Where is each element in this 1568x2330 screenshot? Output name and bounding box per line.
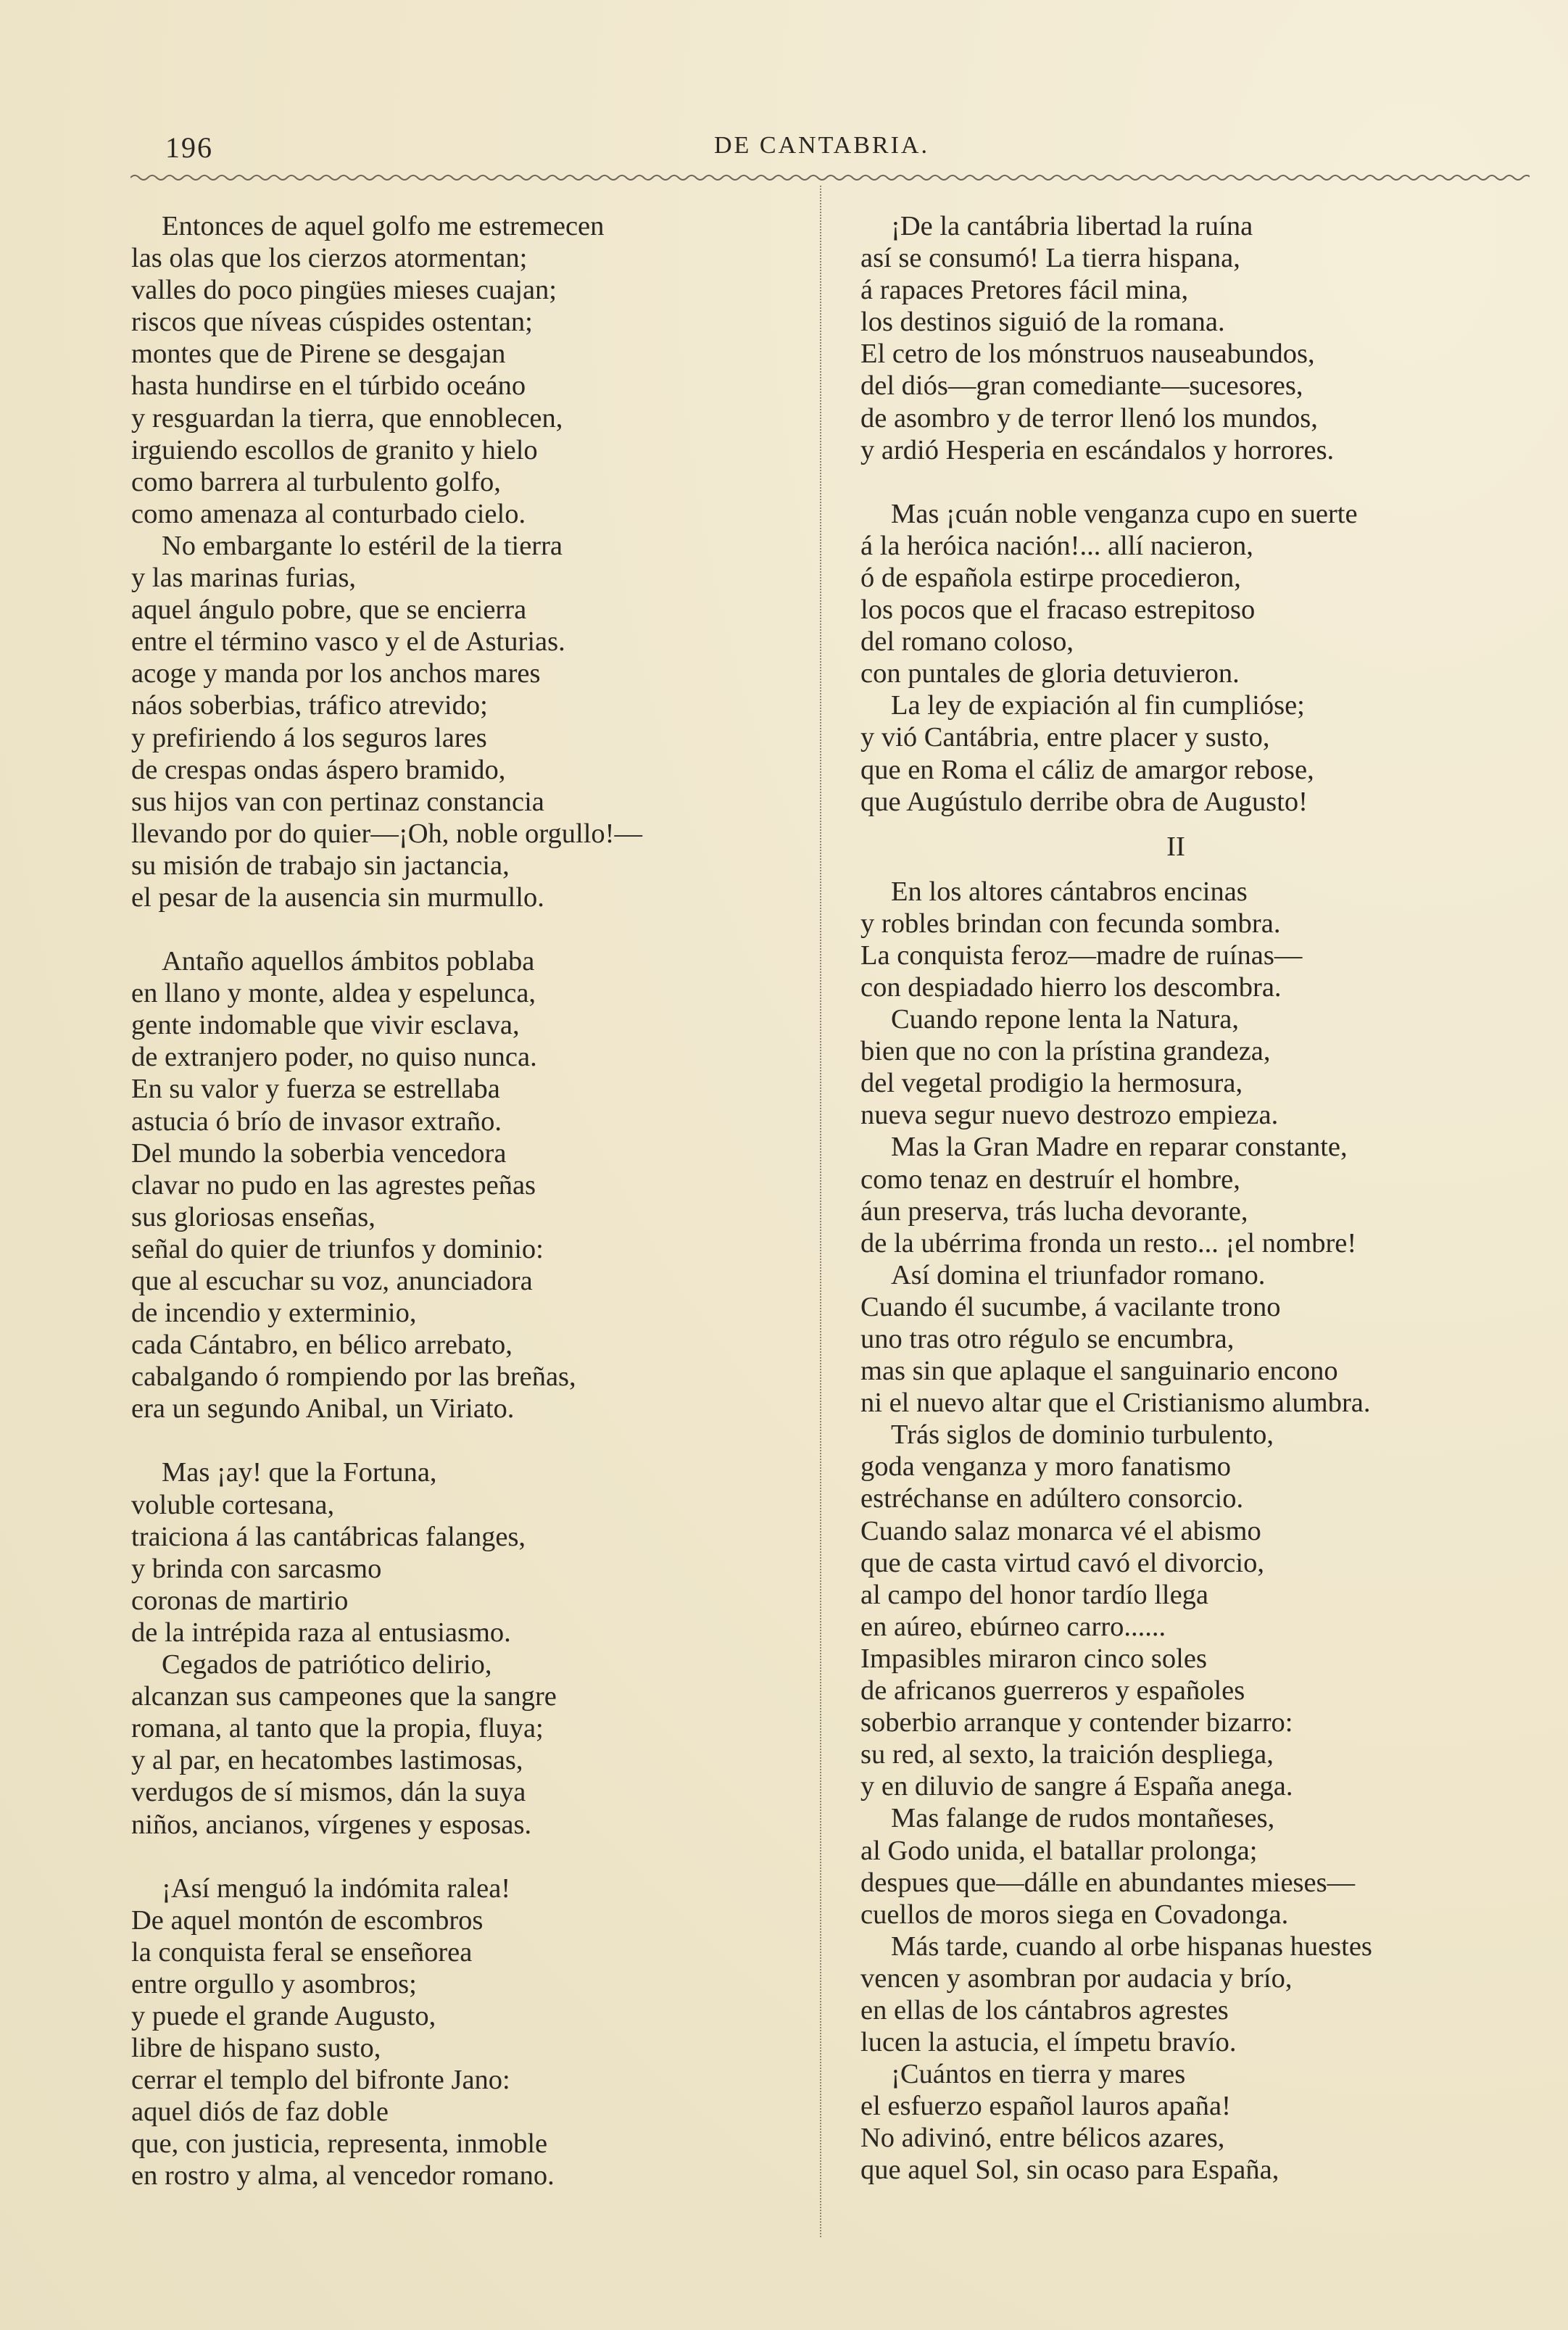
verse-line: el pesar de la ausencia sin murmullo. <box>131 882 544 913</box>
verse-line: que, con justicia, representa, inmoble <box>131 2128 548 2160</box>
verse-line: del diós—gran comediante—sucesores, <box>860 370 1303 402</box>
verse-line: cuellos de moros siega en Covadonga. <box>860 1899 1289 1930</box>
verse-line: de crespas ondas áspero bramido, <box>131 754 506 785</box>
verse-line: de la intrépida raza al entusiasmo. <box>131 1617 511 1648</box>
verse-line: cerrar el templo del bifronte Jano: <box>131 2065 510 2096</box>
stanza <box>860 210 1535 466</box>
verse-line: ¡Cuántos en tierra y mares <box>891 2059 1186 2090</box>
verse-line: que en Roma el cáliz de amargor rebose, <box>860 754 1314 785</box>
verse-line: y robles brindan con fecunda sombra. <box>860 908 1281 939</box>
verse-line: Mas la Gran Madre en reparar constante, <box>891 1132 1348 1163</box>
verse-line: de asombro y de terror llenó los mundos, <box>860 402 1318 434</box>
verse-line: á rapaces Pretores fácil mina, <box>860 275 1189 306</box>
verse-line: Mas falange de rudos montañeses, <box>891 1803 1275 1834</box>
verse-line: entre el término vasco y el de Asturias. <box>131 626 565 658</box>
verse-line: lucen la astucia, el ímpetu bravío. <box>860 2027 1237 2058</box>
verse-line: clavar no pudo en las agrestes peñas <box>131 1169 536 1201</box>
verse-line: las olas que los cierzos atormentan; <box>131 243 528 274</box>
verse-line: y brinda con sarcasmo <box>131 1553 382 1584</box>
verse-line: en llano y monte, aldea y espelunca, <box>131 978 536 1009</box>
decorative-wavy-rule <box>130 171 1530 184</box>
verse-line: Cegados de patriótico delirio, <box>162 1649 492 1680</box>
verse-line: á la heróica nación!... allí nacieron, <box>860 530 1253 561</box>
verse-line: cada Cántabro, en bélico arrebato, <box>131 1330 513 1361</box>
verse-line: los destinos siguió de la romana. <box>860 307 1225 338</box>
verse-line: en aúreo, ebúrneo carro...... <box>860 1611 1166 1642</box>
stanza <box>131 945 813 1425</box>
page-number: 196 <box>165 131 213 164</box>
verse-line: coronas de martirio <box>131 1585 349 1616</box>
verse-line: La conquista feroz—madre de ruínas— <box>860 940 1303 971</box>
verse-line: del vegetal prodigio la hermosura, <box>860 1068 1243 1099</box>
right-column <box>860 210 1535 2186</box>
verse-line: mas sin que aplaque el sanguinario encono <box>860 1356 1338 1387</box>
stanza <box>131 1456 813 1840</box>
verse-line: gente indomable que vivir esclava, <box>131 1010 520 1041</box>
verse-line: hasta hundirse en el túrbido oceáno <box>131 370 526 402</box>
verse-line: Trás siglos de dominio turbulento, <box>891 1419 1274 1451</box>
verse-line: estréchanse en adúltero consorcio. <box>860 1483 1244 1514</box>
verse-line: el esfuerzo español lauros apaña! <box>860 2091 1231 2122</box>
verse-line: en rostro y alma, al vencedor romano. <box>131 2160 555 2192</box>
verse-line: náos soberbias, tráfico atrevido; <box>131 690 488 721</box>
verse-line: su red, al sexto, la traición despliega, <box>860 1739 1274 1770</box>
left-column <box>131 210 813 2192</box>
verse-line: y puede el grande Augusto, <box>131 2000 436 2031</box>
verse-line: la conquista feral se enseñorea <box>131 1936 473 1968</box>
verse-line: astucia ó brío de invasor extraño. <box>131 1106 502 1137</box>
verse-line: romana, al tanto que la propia, fluya; <box>131 1713 544 1744</box>
verse-line: cabalgando ó rompiendo por las breñas, <box>131 1361 576 1393</box>
verse-line: Del mundo la soberbia vencedora <box>131 1137 507 1169</box>
verse-line: uno tras otro régulo se encumbra, <box>860 1324 1235 1354</box>
verse-line: y en diluvio de sangre á España anega. <box>860 1771 1293 1802</box>
verse-line: nueva segur nuevo destrozo empieza. <box>860 1100 1279 1131</box>
verse-line: áun preserva, trás lucha devorante, <box>860 1195 1248 1227</box>
verse-line: que al escuchar su voz, anunciadora <box>131 1266 533 1296</box>
verse-line: No adivinó, entre bélicos azares, <box>860 2123 1225 2154</box>
verse-line: goda venganza y moro fanatismo <box>860 1451 1232 1483</box>
verse-line: y ardió Hesperia en escándalos y horrores. <box>860 434 1335 465</box>
verse-line: En los altores cántabros encinas <box>891 876 1248 907</box>
verse-line: y las marinas furias, <box>131 563 357 594</box>
verse-line: soberbio arranque y contender bizarro: <box>860 1707 1293 1738</box>
verse-line: entre orgullo y asombros; <box>131 1968 417 1999</box>
verse-line: alcanzan sus campeones que la sangre <box>131 1681 557 1712</box>
verse-line: su misión de trabajo sin jactancia, <box>131 850 510 881</box>
verse-line: despues que—dálle en abundantes mieses— <box>860 1867 1356 1898</box>
verse-line: y vió Cantábria, entre placer y susto, <box>860 722 1270 753</box>
verse-line: ni el nuevo altar que el Cristianismo alumbra. <box>860 1388 1371 1419</box>
verse-line: al campo del honor tardío llega <box>860 1579 1209 1610</box>
verse-line: como amenaza al conturbado cielo. <box>131 498 526 529</box>
verse-line: traiciona á las cantábricas falanges, <box>131 1521 526 1552</box>
verse-line: sus hijos van con pertinaz constancia <box>131 786 544 817</box>
stanza <box>860 498 1535 818</box>
verse-line: ¡De la cantábria libertad la ruína <box>891 211 1253 241</box>
verse-line: aquel diós de faz doble <box>131 2097 389 2128</box>
stanza <box>131 1873 813 2192</box>
verse-line: montes que de Pirene se desgajan <box>131 339 506 370</box>
verse-line: como tenaz en destruír el hombre, <box>860 1164 1240 1195</box>
verse-line: Cuando repone lenta la Natura, <box>891 1004 1239 1035</box>
verse-line: como barrera al turbulento golfo, <box>131 466 501 497</box>
verse-line: al Godo unida, el batallar prolonga; <box>860 1835 1258 1866</box>
verse-line: sus gloriosas enseñas, <box>131 1201 376 1232</box>
verse-line: que aquel Sol, sin ocaso para España, <box>860 2155 1279 2186</box>
verse-line: así se consumó! La tierra hispana, <box>860 243 1240 274</box>
verse-line: El cetro de los mónstruos nauseabundos, <box>860 339 1315 370</box>
stanza-break <box>860 466 1535 498</box>
verse-line: riscos que níveas cúspides ostentan; <box>131 307 533 338</box>
verse-line: No embargante lo estéril de la tierra <box>162 530 563 561</box>
verse-line: Antaño aquellos ámbitos poblaba <box>162 946 535 977</box>
verse-line: valles do poco pingües mieses cuajan; <box>131 275 557 306</box>
stanza-break <box>131 1425 813 1456</box>
verse-line: acoge y manda por los anchos mares <box>131 658 541 689</box>
verse-line: de la ubérrima fronda un resto... ¡el nombre! <box>860 1227 1357 1259</box>
verse-line: bien que no con la prístina grandeza, <box>860 1036 1271 1067</box>
verse-line: en ellas de los cántabros agrestes <box>860 1994 1229 2026</box>
verse-line: Entonces de aquel golfo me estremecen <box>162 211 605 241</box>
verse-line: Cuando salaz monarca vé el abismo <box>860 1515 1261 1546</box>
verse-line: niños, ancianos, vírgenes y esposas. <box>131 1809 532 1840</box>
verse-line: verdugos de sí mismos, dán la suya <box>131 1777 526 1808</box>
verse-line: Así domina el triunfador romano. <box>891 1259 1266 1290</box>
running-head: DE CANTABRIA. <box>714 132 929 159</box>
verse-line: los pocos que el fracaso estrepitoso <box>860 594 1256 626</box>
verse-line: con despiadado hierro los descombra. <box>860 971 1282 1003</box>
verse-line: ó de española estirpe procedieron, <box>860 562 1241 593</box>
verse-line: En su valor y fuerza se estrellaba <box>131 1074 500 1105</box>
verse-line: Más tarde, cuando al orbe hispanas huestes <box>891 1931 1372 1962</box>
stanza <box>860 876 1535 2186</box>
verse-line: señal do quier de triunfos y dominio: <box>131 1233 544 1264</box>
section-numeral: II <box>1166 831 1185 862</box>
verse-line: Mas ¡ay! que la Fortuna, <box>162 1457 437 1488</box>
stanza <box>131 210 813 913</box>
verse-line: La ley de expiación al fin cumplióse; <box>891 690 1305 721</box>
verse-line: aquel ángulo pobre, que se encierra <box>131 594 527 626</box>
verse-line: libre de hispano susto, <box>131 2033 381 2064</box>
verse-line: de incendio y exterminio, <box>131 1298 417 1329</box>
verse-line: y resguardan la tierra, que ennoblecen, <box>131 402 563 434</box>
stanza-break <box>131 1841 813 1873</box>
verse-line: que de casta virtud cavó el divorcio, <box>860 1547 1264 1578</box>
verse-line: vencen y asombran por audacia y brío, <box>860 1962 1293 1994</box>
verse-line: de extranjero poder, no quiso nunca. <box>131 1042 537 1073</box>
verse-line: Impasibles miraron cinco soles <box>860 1643 1207 1674</box>
verse-line: era un segundo Anibal, un Viriato. <box>131 1393 515 1425</box>
verse-line: De aquel montón de escombros <box>131 1904 484 1936</box>
verse-line: del romano coloso, <box>860 626 1074 658</box>
verse-line: que Augústulo derribe obra de Augusto! <box>860 786 1308 817</box>
verse-line: Cuando él sucumbe, á vacilante trono <box>860 1291 1281 1322</box>
verse-line: y al par, en hecatombes lastimosas, <box>131 1745 523 1776</box>
stanza-break <box>131 913 813 945</box>
verse-line: con puntales de gloria detuvieron. <box>860 658 1240 689</box>
verse-line: y prefiriendo á los seguros lares <box>131 722 487 753</box>
verse-line: voluble cortesana, <box>131 1489 335 1520</box>
verse-line: Mas ¡cuán noble venganza cupo en suerte <box>891 498 1358 529</box>
verse-line: de africanos guerreros y españoles <box>860 1675 1245 1707</box>
verse-line: llevando por do quier—¡Oh, noble orgullo!— <box>131 818 642 849</box>
verse-line: irguiendo escollos de granito y hielo <box>131 434 538 465</box>
column-divider <box>820 186 821 2237</box>
verse-line: ¡Así menguó la indómita ralea! <box>162 1873 511 1904</box>
